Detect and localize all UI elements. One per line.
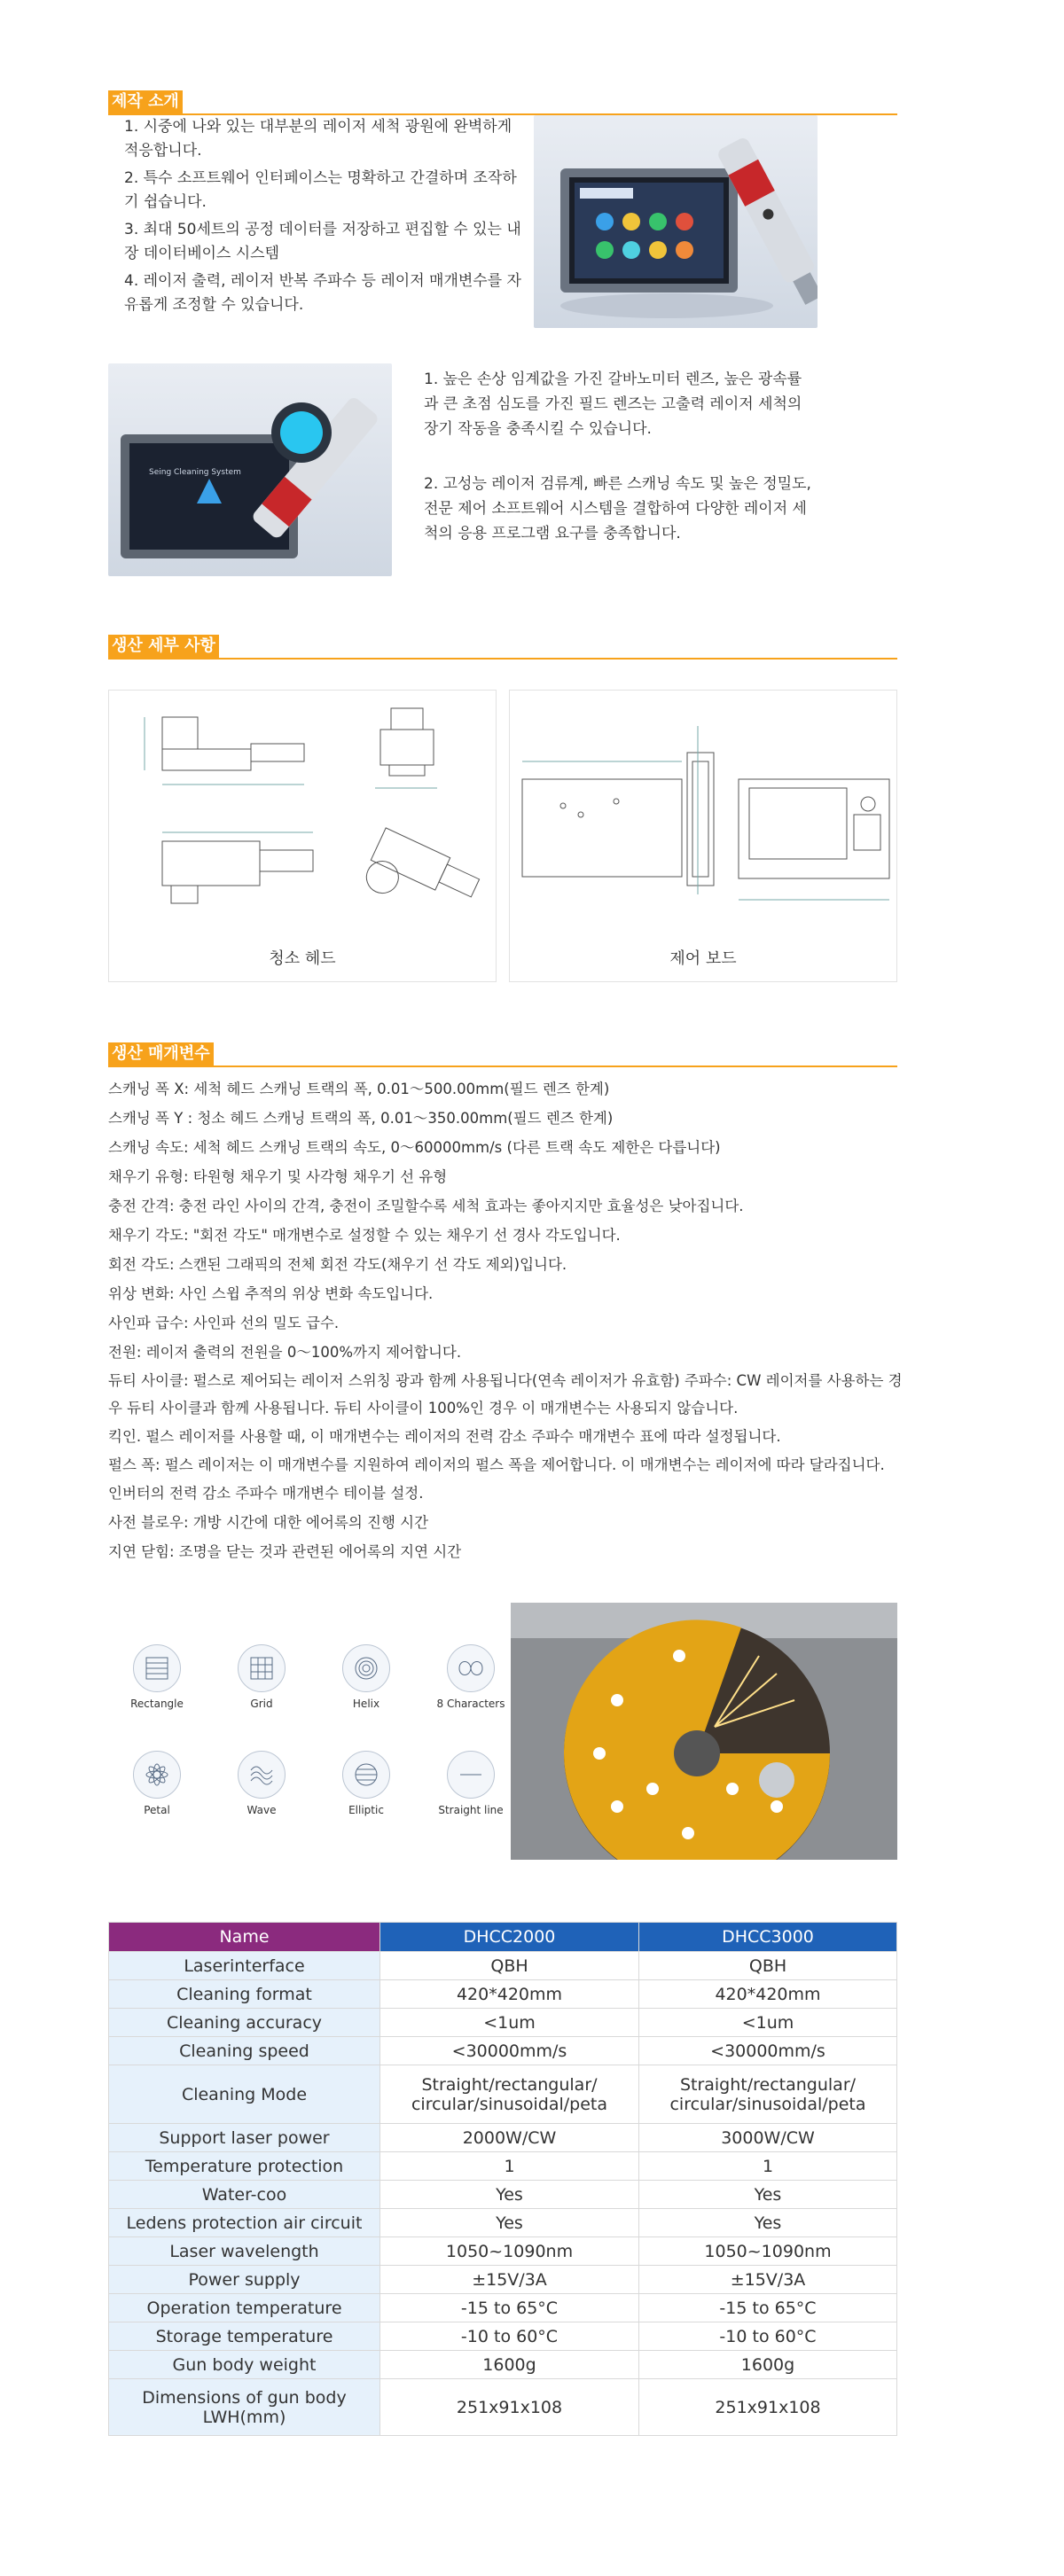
table-cell: ±15V/3A <box>639 2266 897 2294</box>
param-item: 회전 각도: 스캔된 그래픽의 전체 회전 각도(채우기 선 각도 제외)입니다. <box>108 1256 567 1273</box>
pattern-wave <box>213 1751 310 1816</box>
row-label: Power supply <box>109 2266 380 2294</box>
table-row <box>109 2152 897 2181</box>
table-cell: 1050~1090nm <box>380 2237 639 2266</box>
row-label: Laserinterface <box>109 1952 380 1980</box>
cleaning-photo <box>511 1603 897 1860</box>
param-item: 사전 블로우: 개방 시간에 대한 에어록의 진행 시간 <box>108 1514 429 1531</box>
row-label: Operation temperature <box>109 2294 380 2322</box>
table-row <box>109 2266 897 2294</box>
param-item: 스캐닝 폭 Y : 청소 헤드 스캐닝 트랙의 폭, 0.01～350.00mm(필드 렌즈 한계) <box>108 1110 614 1127</box>
table-row <box>109 1952 897 1980</box>
table-cell: <1um <box>380 2009 639 2037</box>
pattern-label: Rectangle <box>130 1698 184 1710</box>
product-image-controller <box>534 115 818 328</box>
section-title: 제작 소개 <box>108 90 183 113</box>
pattern-elliptic <box>317 1751 415 1816</box>
section-heading-details <box>108 635 897 660</box>
table-cell: Straight/rectangular/ circular/sinusoidal/peta <box>639 2065 897 2124</box>
row-label: Temperature protection <box>109 2152 380 2181</box>
param-item: 전원: 레이저 출력의 전원을 0～100%까지 제어합니다. <box>108 1344 462 1361</box>
pattern-straight-line <box>422 1751 520 1816</box>
table-cell: 1050~1090nm <box>639 2237 897 2266</box>
table-cell: <30000mm/s <box>639 2037 897 2065</box>
intro-list <box>124 115 523 321</box>
petal-pattern-icon <box>133 1751 181 1799</box>
param-item: 지연 닫힘: 조명을 닫는 것과 관련된 에어록의 지연 시간 <box>108 1543 462 1560</box>
param-item: 위상 변화: 사인 스윕 추적의 위상 변화 속도입니다. <box>108 1285 434 1302</box>
spec-table <box>108 1922 897 2436</box>
table-cell: 2000W/CW <box>380 2124 639 2152</box>
section-heading-intro <box>108 90 897 115</box>
table-cell: 1600g <box>380 2351 639 2379</box>
pattern-label: Grid <box>250 1698 273 1710</box>
param-item: 킥인. 펄스 레이저를 사용할 때, 이 매개변수는 레이저의 전력 감소 주파수 매개변수 표에 따라 설정됩니다. <box>108 1428 781 1445</box>
row-label: Laser wavelength <box>109 2237 380 2266</box>
table-cell: Yes <box>639 2209 897 2237</box>
column-header: DHCC2000 <box>380 1923 639 1952</box>
row-label: Cleaning format <box>109 1980 380 2009</box>
table-row <box>109 2065 897 2124</box>
drawing-caption: 제어 보드 <box>669 949 737 968</box>
table-row <box>109 2237 897 2266</box>
table-row <box>109 2294 897 2322</box>
param-item: 충전 간격: 충전 라인 사이의 간격, 충전이 조밀할수록 세척 효과는 좋아지지만 효율성은 낮아집니다. <box>108 1198 744 1214</box>
column-header: DHCC3000 <box>639 1923 897 1952</box>
row-label: Support laser power <box>109 2124 380 2152</box>
param-item: 스캐닝 폭 X: 세척 헤드 스캐닝 트랙의 폭, 0.01～500.00mm(필드 렌즈 한계) <box>108 1081 610 1097</box>
table-cell: 251x91x108 <box>639 2379 897 2436</box>
technical-drawing <box>109 691 496 930</box>
pattern-label: Helix <box>352 1698 380 1710</box>
table-cell: 1600g <box>639 2351 897 2379</box>
list-item: 1. 높은 손상 임계값을 가진 갈바노미터 렌즈, 높은 광속률과 큰 초점 심도를 가진 필드 렌즈는 고출력 레이저 세척의 장기 작동을 충족시킬 수 있습니다. <box>424 371 802 438</box>
table-cell: -15 to 65°C <box>380 2294 639 2322</box>
row-label: Water-coo <box>109 2181 380 2209</box>
param-item: 스캐닝 속도: 세척 헤드 스캐닝 트랙의 속도, 0～60000mm/s (다른 트랙 속도 제한은 다릅니다) <box>108 1139 721 1156</box>
table-row <box>109 1980 897 2009</box>
parameter-list <box>108 1074 906 1566</box>
grid-pattern-icon <box>238 1644 286 1692</box>
table-cell: 3000W/CW <box>639 2124 897 2152</box>
elliptic-pattern-icon <box>342 1751 390 1799</box>
table-cell: <30000mm/s <box>380 2037 639 2065</box>
scan-patterns <box>108 1644 505 1857</box>
pattern-label: 8 Characters <box>436 1698 505 1710</box>
pattern-label: Wave <box>246 1804 277 1816</box>
technical-drawing <box>510 691 896 930</box>
row-label: Gun body weight <box>109 2351 380 2379</box>
table-cell: Yes <box>639 2181 897 2209</box>
row-label: Cleaning Mode <box>109 2065 380 2124</box>
table-cell: QBH <box>380 1952 639 1980</box>
feature-list <box>424 367 814 576</box>
table-cell: -10 to 60°C <box>380 2322 639 2351</box>
table-cell: <1um <box>639 2009 897 2037</box>
table-row <box>109 2322 897 2351</box>
row-label: Dimensions of gun body LWH(mm) <box>109 2379 380 2436</box>
table-cell: Yes <box>380 2209 639 2237</box>
table-cell: 251x91x108 <box>380 2379 639 2436</box>
param-item: 채우기 각도: "회전 각도" 매개변수로 설정할 수 있는 채우기 선 경사 각도입니다. <box>108 1227 621 1244</box>
table-row <box>109 2209 897 2237</box>
list-item: 3. 최대 50세트의 공정 데이터를 저장하고 편집할 수 있는 내장 데이터베이스 시스템 <box>124 221 521 262</box>
param-item: 채우기 유형: 타원형 채우기 및 사각형 채우기 선 유형 <box>108 1168 448 1185</box>
screen-label: Seing Cleaning System <box>149 468 241 477</box>
param-item: 펄스 폭: 펄스 레이저는 이 매개변수를 지원하여 레이저의 펄스 폭을 제어합니다. 이 매개변수는 레이저에 따라 달라집니다. <box>108 1456 885 1473</box>
product-image-system <box>108 363 392 576</box>
table-cell: 420*420mm <box>639 1980 897 2009</box>
table-row <box>109 2009 897 2037</box>
table-cell: ±15V/3A <box>380 2266 639 2294</box>
straight-line-pattern-icon <box>447 1751 495 1799</box>
table-cell: QBH <box>639 1952 897 1980</box>
drawing-caption: 청소 헤드 <box>269 949 336 968</box>
rectangle-pattern-icon <box>133 1644 181 1692</box>
pattern-rectangle <box>108 1644 206 1710</box>
pattern-8-characters <box>422 1644 520 1710</box>
section-title: 생산 세부 사항 <box>108 635 219 658</box>
table-cell: -15 to 65°C <box>639 2294 897 2322</box>
pattern-grid <box>213 1644 310 1710</box>
table-row <box>109 2124 897 2152</box>
list-item: 4. 레이저 출력, 레이저 반복 주파수 등 레이저 매개변수를 자유롭게 조정할 수 있습니다. <box>124 272 521 314</box>
pattern-label: Petal <box>144 1804 170 1816</box>
pattern-petal <box>108 1751 206 1816</box>
pattern-helix <box>317 1644 415 1710</box>
infinity-pattern-icon <box>447 1644 495 1692</box>
pattern-label: Elliptic <box>348 1804 384 1816</box>
list-item: 1. 시중에 나와 있는 대부분의 레이저 세척 광원에 완벽하게 적응합니다. <box>124 118 512 160</box>
table-row <box>109 2181 897 2209</box>
list-item: 2. 특수 소프트웨어 인터페이스는 명확하고 간결하며 조작하기 쉽습니다. <box>124 169 517 211</box>
table-cell: 420*420mm <box>380 1980 639 2009</box>
table-cell: Straight/rectangular/ circular/sinusoidal/peta <box>380 2065 639 2124</box>
table-row <box>109 2351 897 2379</box>
list-item: 2. 고성능 레이저 검류계, 빠른 스캐닝 속도 및 높은 정밀도, 전문 제어 소프트웨어 시스템을 결합하여 다양한 레이저 세척의 응용 프로그램 요구를 충족합니다. <box>424 475 811 543</box>
param-item: 듀티 사이클: 펄스로 제어되는 레이저 스위칭 광과 함께 사용됩니다(연속 레이저가 유효함) 주파수: CW 레이저를 사용하는 경우 듀티 사이클과 함께 사용됩니다. 듀티 사이클이 100%인 경우 이 매개변수는 사용되지 않습니다. <box>108 1372 903 1417</box>
row-label: Ledens protection air circuit <box>109 2209 380 2237</box>
table-cell: Yes <box>380 2181 639 2209</box>
row-label: Storage temperature <box>109 2322 380 2351</box>
table-cell: -10 to 60°C <box>639 2322 897 2351</box>
table-cell: 1 <box>380 2152 639 2181</box>
table-row <box>109 2379 897 2436</box>
table-row <box>109 2037 897 2065</box>
table-cell: 1 <box>639 2152 897 2181</box>
param-item: 인버터의 전력 감소 주파수 매개변수 테이블 설정. <box>108 1485 424 1502</box>
helix-pattern-icon <box>342 1644 390 1692</box>
pattern-label: Straight line <box>438 1804 504 1816</box>
drawing-cleaning-head <box>108 690 497 982</box>
param-item: 사인파 급수: 사인파 선의 밀도 급수. <box>108 1315 340 1331</box>
section-heading-parameters <box>108 1042 897 1067</box>
column-header: Name <box>109 1923 380 1952</box>
wave-pattern-icon <box>238 1751 286 1799</box>
drawing-control-board <box>509 690 897 982</box>
table-header-row <box>109 1923 897 1952</box>
row-label: Cleaning speed <box>109 2037 380 2065</box>
row-label: Cleaning accuracy <box>109 2009 380 2037</box>
section-title: 생산 매개변수 <box>108 1042 214 1066</box>
